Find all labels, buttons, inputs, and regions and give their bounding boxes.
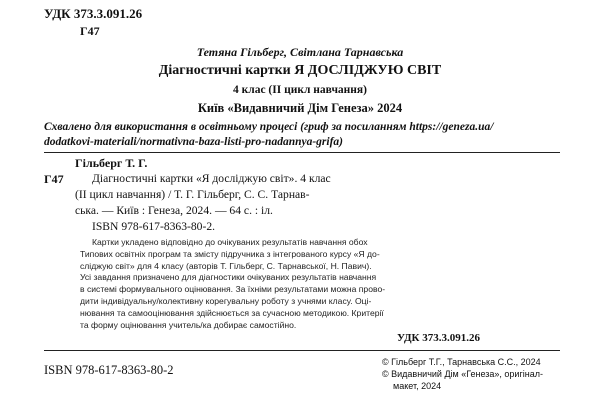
record-line-3: ська. — Київ : Генеза, 2024. — 64 с. : іл.: [75, 204, 273, 217]
udk-code-bottom: УДК 373.3.091.26: [397, 332, 481, 344]
copyright-line-2: © Видавничий Дім «Генеза», оригінал-: [382, 369, 543, 379]
annotation-line: Типових освітніх програм та змісту підручника з інтегрованого курсу «Я до-: [80, 248, 380, 259]
authors-line: Тетяна Гільберг, Світлана Тарнавська: [196, 45, 404, 59]
record-line-1: Діагностичні картки «Я досліджую світ». 4 клас: [92, 172, 331, 185]
book-title: Діагностичні картки Я ДОСЛІДЖУЮ СВІТ: [158, 63, 442, 78]
grade-line: 4 клас (ІІ цикл навчання): [233, 84, 367, 96]
annotation-block: [80, 237, 485, 331]
annotation-line: Картки укладено відповідно до очікуваних результатів навчання обох: [92, 237, 368, 247]
divider-bottom: [44, 350, 560, 351]
annotation-line: Усі завдання призначено для діагностики очікуваних результатів навчання: [80, 272, 377, 283]
approval-line-1: Схвалено для використання в освітньому процесі (гриф за посиланням https://geneza.ua/: [44, 121, 494, 133]
udk-code-top: УДК 373.3.091.26: [44, 6, 143, 21]
annotation-line: нювання та самооцінювання здійснюється за сучасною методикою. Критерії: [80, 307, 384, 318]
record-isbn: ISBN 978-617-8363-80-2.: [92, 220, 216, 233]
divider-top: [44, 152, 560, 153]
copyright-line-3: макет, 2024: [393, 381, 442, 391]
annotation-line: сліджую світ» для 4 класу (авторів Т. Гільберг, С. Тарнавської, Н. Павич).: [80, 260, 372, 271]
author-mark-top: Г47: [80, 24, 100, 38]
copyright-line-1: © Гільберг Т.Г., Тарнавська С.С., 2024: [382, 357, 541, 367]
publisher-line: Київ «Видавничий Дім Генеза» 2024: [197, 101, 403, 115]
record-mark: Г47: [44, 172, 64, 186]
annotation-line: та форму оцінювання учитель/ка добирає самостійно.: [80, 319, 297, 330]
approval-line-2: dodatkovi-materiali/normativna-baza-listi-pro-nadannya-grifa): [44, 136, 344, 148]
annotation-line: в системі формувального оцінювання. За їхніми результатами можна прово-: [80, 284, 386, 295]
record-line-2: (ІІ цикл навчання) / Т. Г. Гільберг, С. С. Тарнав-: [75, 188, 310, 201]
isbn-bottom: ISBN 978-617-8363-80-2: [44, 363, 174, 377]
annotation-line: дити індивідуальну/колективну корегувальну роботу з учнями класу. Оці-: [80, 295, 372, 306]
record-heading: Гільберг Т. Г.: [75, 156, 148, 170]
